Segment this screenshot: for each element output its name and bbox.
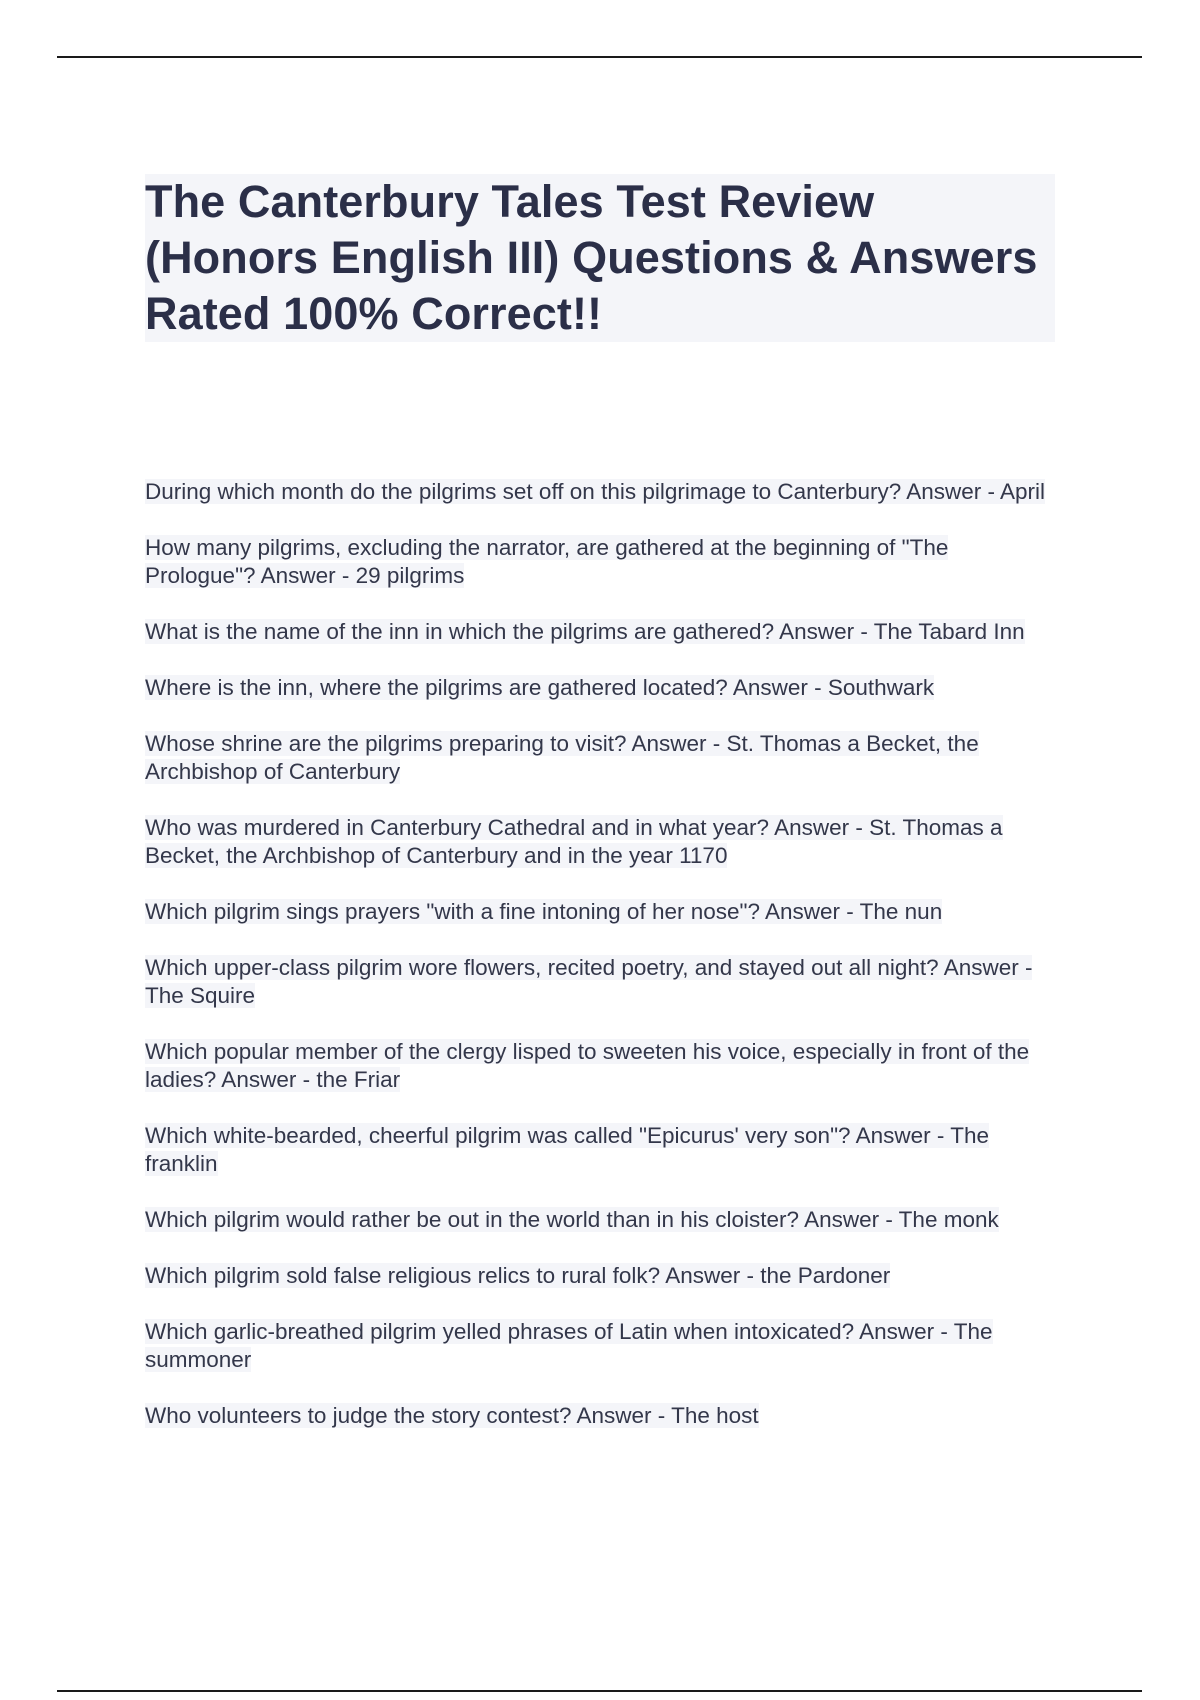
qa-text: Which upper-class pilgrim wore flowers, recited poetry, and stayed out all night? Answer - The Squire bbox=[145, 955, 1033, 1008]
title-block bbox=[145, 174, 1055, 342]
qa-text: Which garlic-breathed pilgrim yelled phrases of Latin when intoxicated? Answer - The summoner bbox=[145, 1319, 993, 1372]
qa-item bbox=[145, 1318, 1065, 1374]
qa-text: Which pilgrim sings prayers "with a fine intoning of her nose"? Answer - The nun bbox=[145, 899, 943, 924]
qa-item bbox=[145, 1262, 1065, 1290]
qa-text: Which popular member of the clergy lisped to sweeten his voice, especially in front of the ladies? Answer - the Friar bbox=[145, 1039, 1030, 1092]
qa-list bbox=[145, 478, 1065, 1458]
qa-text: Which white-bearded, cheerful pilgrim was called "Epicurus' very son"? Answer - The franklin bbox=[145, 1123, 989, 1176]
qa-text: Whose shrine are the pilgrims preparing to visit? Answer - St. Thomas a Becket, the Archbishop of Canterbury bbox=[145, 731, 979, 784]
bottom-divider bbox=[57, 1690, 1142, 1692]
qa-item bbox=[145, 814, 1065, 870]
qa-item bbox=[145, 1206, 1065, 1234]
qa-item bbox=[145, 1122, 1065, 1178]
document-title: The Canterbury Tales Test Review (Honors English III) Questions & Answers Rated 100% Correct!! bbox=[145, 176, 1038, 339]
qa-text: Who volunteers to judge the story contest? Answer - The host bbox=[145, 1403, 759, 1428]
qa-item bbox=[145, 674, 1065, 702]
qa-text: Which pilgrim would rather be out in the world than in his cloister? Answer - The monk bbox=[145, 1207, 999, 1232]
qa-text: Where is the inn, where the pilgrims are gathered located? Answer - Southwark bbox=[145, 675, 935, 700]
qa-item bbox=[145, 1402, 1065, 1430]
qa-text: How many pilgrims, excluding the narrator, are gathered at the beginning of "The Prologue"? Answer - 29 pilgrims bbox=[145, 535, 949, 588]
qa-item bbox=[145, 1038, 1065, 1094]
qa-item bbox=[145, 478, 1065, 506]
qa-text: Who was murdered in Canterbury Cathedral and in what year? Answer - St. Thomas a Becket, the Archbishop of Canterbury and in the year 1170 bbox=[145, 815, 1003, 868]
qa-item bbox=[145, 898, 1065, 926]
qa-item bbox=[145, 618, 1065, 646]
qa-item bbox=[145, 730, 1065, 786]
qa-text: What is the name of the inn in which the pilgrims are gathered? Answer - The Tabard Inn bbox=[145, 619, 1025, 644]
qa-item bbox=[145, 534, 1065, 590]
qa-text: Which pilgrim sold false religious relics to rural folk? Answer - the Pardoner bbox=[145, 1263, 891, 1288]
qa-item bbox=[145, 954, 1065, 1010]
qa-text: During which month do the pilgrims set off on this pilgrimage to Canterbury? Answer - April bbox=[145, 479, 1046, 504]
top-divider bbox=[57, 56, 1142, 58]
